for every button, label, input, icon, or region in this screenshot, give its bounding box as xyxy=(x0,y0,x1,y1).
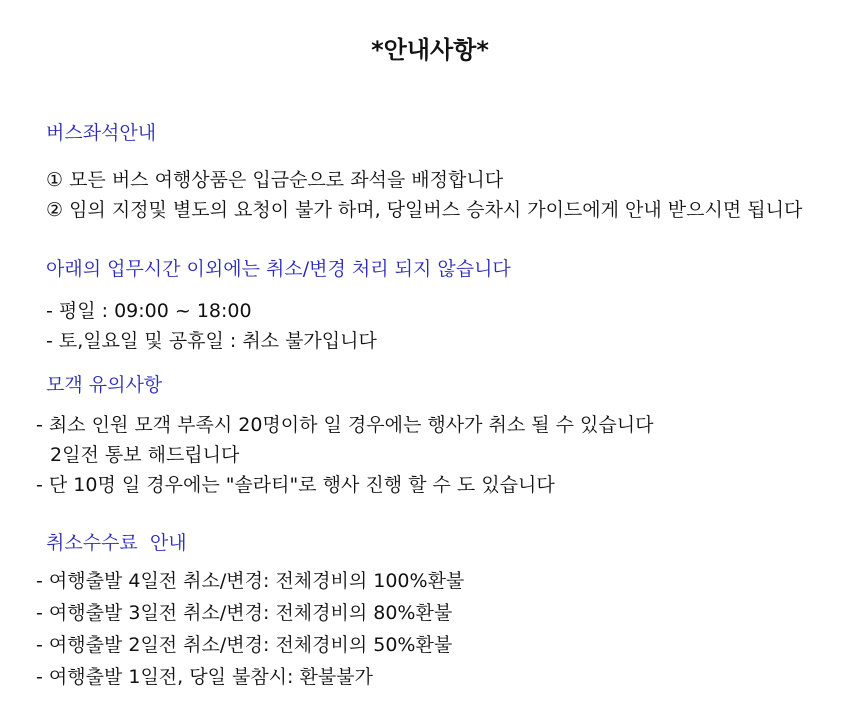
section-heading-hours: 아래의 업무시간 이외에는 취소/변경 처리 되지 않습니다 xyxy=(46,258,511,280)
fee-line-2days: - 여행출발 2일전 취소/변경: 전체경비의 50%환불 xyxy=(36,634,453,656)
seat-line-1: ① 모든 버스 여행상품은 입금순으로 좌석을 배정합니다 xyxy=(46,169,504,191)
section-heading-recruit: 모객 유의사항 xyxy=(46,374,163,396)
page-title: *안내사항* xyxy=(371,36,489,64)
section-heading-fee: 취소수수료 안내 xyxy=(46,532,187,554)
fee-line-4days: - 여행출발 4일전 취소/변경: 전체경비의 100%환불 xyxy=(36,570,465,592)
fee-line-1day: - 여행출발 1일전, 당일 불참시: 환불불가 xyxy=(36,666,373,688)
fee-line-3days: - 여행출발 3일전 취소/변경: 전체경비의 80%환불 xyxy=(36,602,453,624)
recruit-line-3: - 단 10명 일 경우에는 "솔라티"로 행사 진행 할 수 도 있습니다 xyxy=(36,474,555,496)
hours-line-weekday: - 평일 : 09:00 ~ 18:00 xyxy=(46,300,252,322)
recruit-line-1: - 최소 인원 모객 부족시 20명이하 일 경우에는 행사가 취소 될 수 있습니다 xyxy=(36,414,654,436)
recruit-line-2: 2일전 통보 해드립니다 xyxy=(50,444,240,466)
section-heading-seat: 버스좌석안내 xyxy=(46,122,157,144)
hours-line-weekend: - 토,일요일 및 공휴일 : 취소 불가입니다 xyxy=(46,330,377,352)
seat-line-2: ② 임의 지정및 별도의 요청이 불가 하며, 당일버스 승차시 가이드에게 안내 받으시면 됩니다 xyxy=(46,199,803,221)
